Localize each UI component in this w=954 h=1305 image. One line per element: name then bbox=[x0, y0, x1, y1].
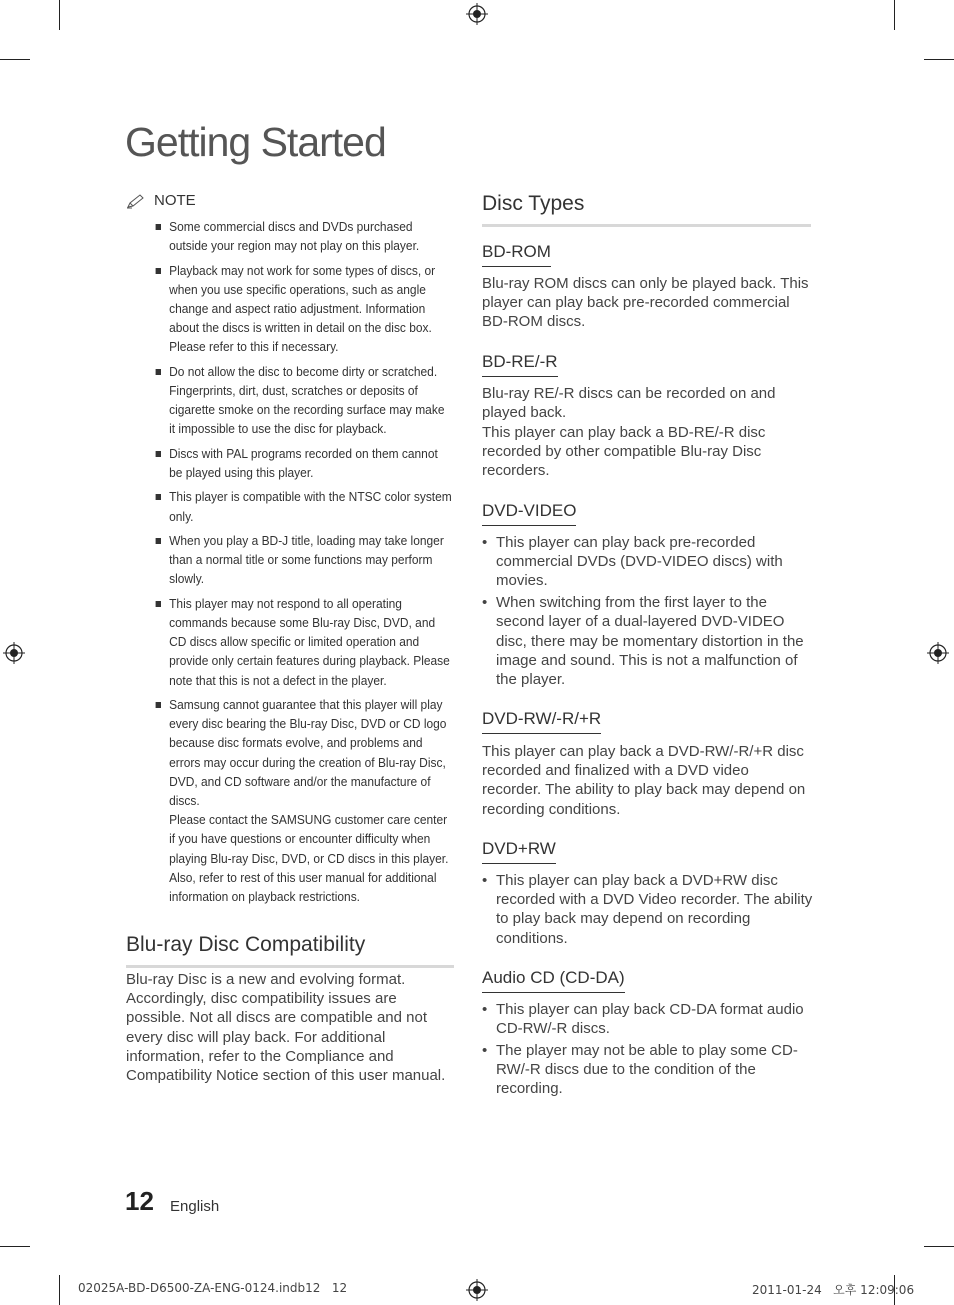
audiocd-list bbox=[482, 1000, 814, 1101]
note-item: Playback may not work for some types of discs, or when you use specific operations, such as angle change and aspect ratio adjustment. Information about the discs is written in detail on the disc box. Please refer to this if necessary. bbox=[152, 261, 453, 357]
list-item: • This player can play back CD-DA format audio CD-RW/-R discs. bbox=[482, 1000, 814, 1038]
note-item: Discs with PAL programs recorded on them cannot be played using this player. bbox=[152, 444, 453, 482]
page-number: 12 bbox=[125, 1186, 154, 1216]
bdre-text: This player can play back a BD-RE/-R disc recorded by other compatible Blu-ray Disc recorders. bbox=[482, 424, 766, 480]
dvdrw-heading: DVD-RW/-R/+R bbox=[482, 709, 601, 734]
note-pencil-icon bbox=[126, 193, 146, 209]
note-item bbox=[152, 695, 453, 906]
crop-mark bbox=[59, 0, 60, 30]
note-item-text: Samsung cannot guarantee that this player will play every disc bearing the Blu-ray Disc, DVD or CD logo because disc formats evolve, and problems and errors may occur during the creation of Blu-ray Disc, DVD, and CD software and/or the manufacture of discs. bbox=[169, 696, 447, 808]
note-item: When you play a BD-J title, loading may take longer than a normal title or some functions may perform slowly. bbox=[152, 531, 453, 589]
registration-mark-icon bbox=[3, 642, 25, 664]
list-item: • When switching from the first layer to the second layer of a dual-layered DVD-VIDEO disc, there may be momentary distortion in the image and sound. This is not a malfunction of the player. bbox=[482, 593, 814, 689]
disc-types-heading: Disc Types bbox=[482, 192, 811, 227]
page-title: Getting Started bbox=[125, 119, 386, 165]
registration-mark-icon bbox=[466, 3, 488, 25]
bdrom-text: Blu-ray ROM discs can only be played back. This player can play back pre-recorded commercial BD-ROM discs. bbox=[482, 275, 809, 331]
note-item: Some commercial discs and DVDs purchased outside your region may not play on this player. bbox=[152, 217, 453, 255]
list-item: • The player may not be able to play some CD-RW/-R discs due to the condition of the recording. bbox=[482, 1041, 814, 1099]
list-item: • This player can play back pre-recorded commercial DVDs (DVD-VIDEO discs) with movies. bbox=[482, 533, 814, 591]
list-item: • This player can play back a DVD+RW disc recorded with a DVD Video recorder. The ability to play back may depend on recording conditions. bbox=[482, 871, 814, 948]
registration-mark-icon bbox=[466, 1279, 488, 1301]
crop-mark bbox=[0, 1246, 30, 1247]
dvdrw-text: This player can play back a DVD-RW/-R/+R disc recorded and finalized with a DVD video recorder. The ability to play back may depend on recording conditions. bbox=[482, 743, 806, 818]
bdre-text: Blu-ray RE/-R discs can be recorded on and played back. bbox=[482, 385, 776, 422]
print-date-info: 2011-01-24 오후 12:09:06 bbox=[752, 1283, 915, 1297]
note-item-extra: Please contact the SAMSUNG customer care center if you have questions or encounter difficulty when playing Blu-ray Disc, DVD, or CD discs in this player. Also, refer to rest of this user manual for additional information on playback restrictions. bbox=[169, 812, 449, 905]
compat-heading: Blu-ray Disc Compatibility bbox=[126, 933, 454, 968]
crop-mark bbox=[894, 0, 895, 30]
note-heading bbox=[126, 192, 196, 209]
page-language: English bbox=[170, 1198, 220, 1215]
dvdvideo-list bbox=[482, 533, 814, 692]
dvdvideo-heading: DVD-VIDEO bbox=[482, 501, 576, 526]
crop-mark bbox=[59, 1275, 60, 1305]
crop-mark bbox=[924, 59, 954, 60]
audiocd-heading: Audio CD (CD-DA) bbox=[482, 968, 625, 993]
compat-text: Blu-ray Disc is a new and evolving format. Accordingly, disc compatibility issues are possible. Not all discs are compatible and not every disc will play back. For additional information, refer to the Compliance and Compatibility Notice section of this user manual. bbox=[126, 971, 446, 1085]
dvdplusrw-list bbox=[482, 871, 814, 950]
print-file-info: 02025A-BD-D6500-ZA-ENG-0124.indb12 12 bbox=[78, 1281, 348, 1295]
note-item: Do not allow the disc to become dirty or scratched. Fingerprints, dirt, dust, scratches or deposits of cigarette smoke on the recording surface may make it impossible to use the disc for playback. bbox=[152, 362, 453, 439]
note-list bbox=[152, 217, 458, 911]
crop-mark bbox=[924, 1246, 954, 1247]
note-label: NOTE bbox=[154, 192, 196, 209]
dvdplusrw-heading: DVD+RW bbox=[482, 839, 556, 864]
bdrom-heading: BD-ROM bbox=[482, 242, 551, 267]
registration-mark-icon bbox=[927, 642, 949, 664]
note-item: This player may not respond to all operating commands because some Blu-ray Disc, DVD, and CD discs allow specific or limited operation and provide only certain features during playback. Please note that this is not a defect in the player. bbox=[152, 594, 453, 690]
bdre-heading: BD-RE/-R bbox=[482, 352, 558, 377]
crop-mark bbox=[0, 59, 30, 60]
note-item: This player is compatible with the NTSC color system only. bbox=[152, 487, 453, 525]
